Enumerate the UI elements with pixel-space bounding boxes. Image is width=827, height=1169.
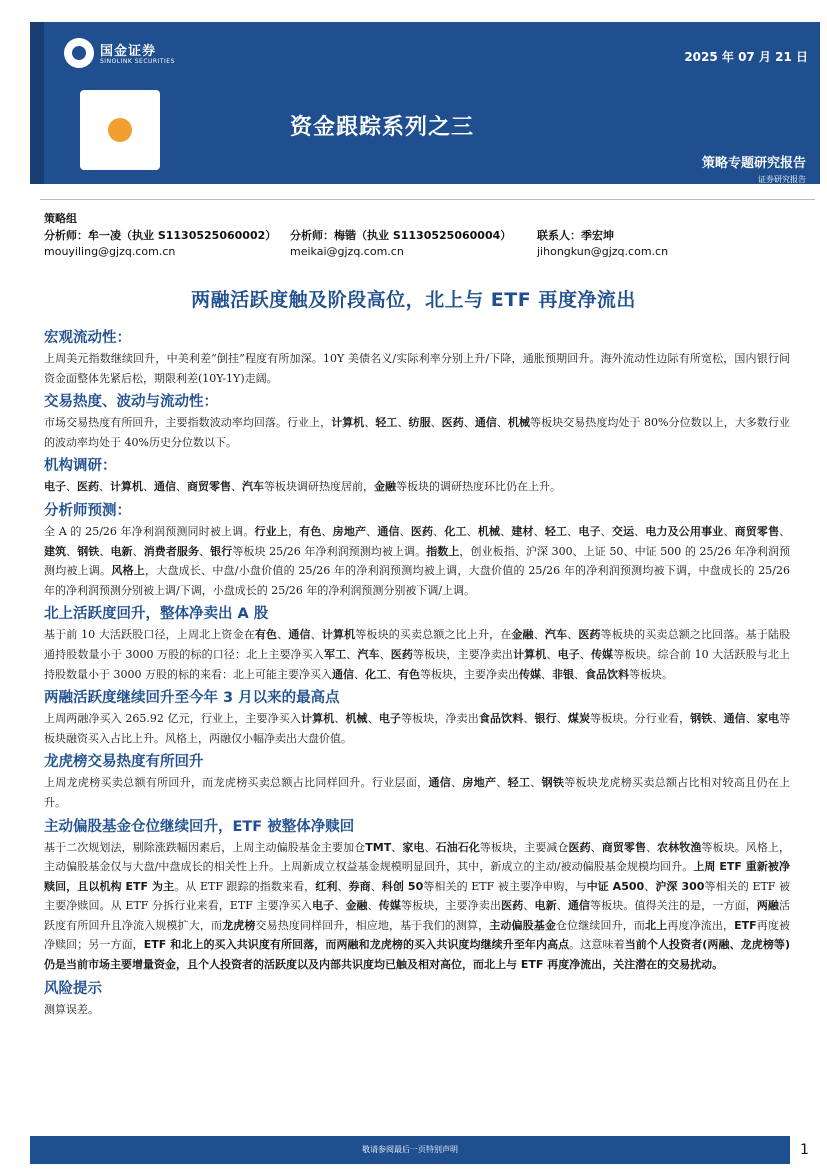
text-run: 、 xyxy=(530,776,542,790)
text-run: 上周美元指数继续回升，中美利差“倒挂”程度有所加深。10Y 美债名义/实际利率分别上升/下降，通胀预期回升。海外流动性边际有所宽松，国内银行间资金面整体先紧后松，期限利差(10Y-1Y)走阔。 xyxy=(44,352,790,385)
bold-text: 计算机 xyxy=(513,647,547,661)
bold-text: 金融 xyxy=(345,899,368,913)
text-run: 基于前 10 大活跃股口径，上周北上资金在 xyxy=(44,628,255,642)
text-run: 测算误差。 xyxy=(44,1002,99,1016)
text-run: 、 xyxy=(567,524,579,538)
bold-text: 煤炭 xyxy=(567,712,591,726)
bold-text: 指数上 xyxy=(426,544,460,558)
text-run: 再度被净赎回；另一方面， xyxy=(44,918,791,952)
bold-text: 沪深 300 xyxy=(655,879,705,893)
text-run: 上周两融净买入 265.92 亿元，行业上，主要净买入 xyxy=(44,712,301,726)
bold-text: 银行 xyxy=(210,544,233,558)
text-run: 、 xyxy=(367,712,379,726)
section-paragraph xyxy=(44,773,790,812)
analyst-1: 分析师：牟一凌（执业 S1130525060002） xyxy=(44,229,277,242)
section-title: 分析师预测： xyxy=(44,502,131,519)
bold-text: 化工 xyxy=(365,667,387,681)
section-paragraph xyxy=(44,838,790,975)
bold-text: 银行 xyxy=(534,712,557,726)
text-run: 、 xyxy=(634,524,646,538)
bold-text: 电子 xyxy=(578,524,601,538)
bold-text: 建筑 xyxy=(44,544,67,558)
text-run: 等板块，主要净卖出 xyxy=(412,647,514,661)
bold-text: 金融 xyxy=(511,628,534,642)
text-run: ， xyxy=(287,524,300,538)
bold-text: 计算机 xyxy=(331,416,365,430)
bold-text: 医药 xyxy=(77,480,99,494)
bold-text: 房地产 xyxy=(462,776,497,790)
text-run: 等板块的买卖总额之比回落。基于陆股通持股数量小于 3000 万股的标的口径：北上主要净买入 xyxy=(44,628,791,661)
bold-text: ETF xyxy=(734,918,757,932)
text-run: 等板块，主要净卖出 xyxy=(401,899,502,913)
email-2[interactable]: meikai@gjzq.com.cn xyxy=(290,245,404,258)
bold-text: 两融 xyxy=(756,899,780,913)
bold-text: 有色 xyxy=(299,524,322,538)
text-run: 、 xyxy=(387,667,398,681)
bold-text: 通信 xyxy=(723,712,746,726)
text-run: 、 xyxy=(590,840,602,854)
email-1[interactable]: mouyiling@gjzq.com.cn xyxy=(44,245,176,258)
text-run: 等板块 25/26 年净利润预测均被上调。 xyxy=(232,544,427,558)
text-run: 、 xyxy=(556,899,568,913)
text-run: 、 xyxy=(334,899,346,913)
text-run: 、 xyxy=(346,647,358,661)
bold-text: 家电 xyxy=(402,840,425,854)
text-run: 等相关的 ETF 被主要净赎回。从 ETF 分拆行业来看，ETF 主要净买入 xyxy=(44,879,791,913)
bold-text: 电子 xyxy=(312,899,335,913)
bold-text: 红利 xyxy=(315,879,338,893)
text-run: 、 xyxy=(546,647,558,661)
bold-text: 军工 xyxy=(323,647,347,661)
bold-text: 券商 xyxy=(348,879,371,893)
bold-text: 石油石化 xyxy=(435,840,480,854)
text-run: 等板块龙虎榜买卖总额占比相对较高且仍在上升。 xyxy=(44,776,791,809)
logo-icon xyxy=(64,38,94,68)
section-paragraph xyxy=(44,1000,790,1020)
bold-text: 家电 xyxy=(756,712,780,726)
bold-text: 商贸零售 xyxy=(734,524,780,538)
logo-cn: 国金证券 xyxy=(100,44,157,59)
text-run: 。从 ETF 跟踪的指数来看， xyxy=(174,879,316,893)
text-run: 、 xyxy=(99,480,110,494)
footer-notice: 敬请参阅最后一页特别声明 xyxy=(362,1145,458,1154)
bold-text: 钢铁 xyxy=(77,544,100,558)
section-title: 宏观流动性： xyxy=(44,330,131,346)
text-run: 活跃度有所回升且净流入规模扩大，而 xyxy=(44,899,791,932)
contact-person: 联系人：季宏坤 xyxy=(537,229,614,242)
bold-text: 机械 xyxy=(345,712,368,726)
text-run: 、 xyxy=(463,416,475,430)
text-run: 、 xyxy=(66,544,78,558)
text-run: 、 xyxy=(310,628,322,642)
text-run: 再度净流出， xyxy=(667,918,735,932)
bold-text: 消费者服务 xyxy=(143,544,200,558)
text-run: 、 xyxy=(231,480,242,494)
text-run: 、 xyxy=(354,667,365,681)
text-run: 、 xyxy=(523,899,535,913)
report-body xyxy=(44,327,790,1022)
bold-text: 商贸零售 xyxy=(187,480,231,494)
bold-text: 非银 xyxy=(552,667,574,681)
text-run: ，大盘成长、中盘/小盘价值的 25/26 年的净利润预测均被上调，大盘价值的 25/26 年的净利润预测均被下调，中盘成长的 25/26 年的净利润预测分别被上调/下调，小盘成长的 25/26 年的净利润预测分别被下调/上调。 xyxy=(44,564,790,597)
bold-text: 科创 50 xyxy=(381,879,424,893)
bold-text: 有色 xyxy=(398,667,420,681)
logo-en: SINOLINK SECURITIES xyxy=(100,58,175,65)
section-paragraph xyxy=(44,349,790,388)
bold-text: 当前个人投资者(两融、龙虎榜等)仍是当前市场主要增量资金，且个人投资者的活跃度以及内部共识度均已触及相对高位，而北上与 ETF 再度净流出，关注潜在的交易扰动。 xyxy=(44,938,791,972)
text-run: 等板块，净卖出 xyxy=(401,712,479,726)
page-number: 1 xyxy=(800,1142,809,1158)
text-run: 上周龙虎榜买卖总额有所回升，而龙虎榜买卖总额占比同样回升。行业层面， xyxy=(44,776,429,790)
bold-text: 钢铁 xyxy=(690,712,713,726)
text-run: 、 xyxy=(533,524,545,538)
bold-text: 通信 xyxy=(154,480,176,494)
bold-text: 商贸零售 xyxy=(601,840,647,854)
bold-text: 电新 xyxy=(110,544,133,558)
bold-text: 化工 xyxy=(444,524,467,538)
bold-text: 医药 xyxy=(578,628,601,642)
bold-text: 交运 xyxy=(611,524,635,538)
text-run: 、 xyxy=(430,416,442,430)
text-run: 、 xyxy=(337,879,349,893)
bold-text: 房地产 xyxy=(332,524,367,538)
bold-text: 行业上 xyxy=(254,524,288,538)
text-run: 、 xyxy=(496,776,508,790)
text-run: 、 xyxy=(433,524,445,538)
bold-text: 汽车 xyxy=(242,480,264,494)
text-run: 、 xyxy=(496,416,508,430)
bold-text: 电子 xyxy=(44,480,66,494)
text-run: 、 xyxy=(779,524,791,538)
text-run: 、 xyxy=(600,524,612,538)
text-run: 、 xyxy=(500,524,512,538)
text-run: 等板块。综合前 10 大活跃股与北上持股数量小于 3000 万股的标的来看：北上可能主要净买入 xyxy=(44,647,791,681)
analyst-row xyxy=(44,227,804,243)
bold-text: 医药 xyxy=(568,840,591,854)
bold-text: 传媒 xyxy=(590,647,614,661)
cover-banner xyxy=(30,22,820,184)
text-run: 、 xyxy=(579,647,591,661)
text-run: 等板块。分行业看， xyxy=(590,712,691,726)
text-run: 、 xyxy=(399,524,411,538)
bold-text: 风格上 xyxy=(111,564,145,578)
text-run: 。这意味着 xyxy=(569,938,625,952)
bold-text: 食品饮料 xyxy=(478,712,524,726)
text-run: 、 xyxy=(745,712,757,726)
text-run: 、 xyxy=(99,544,111,558)
section-paragraph xyxy=(44,413,790,452)
series-title: 资金跟踪系列之三 xyxy=(290,115,475,140)
bold-text: 医药 xyxy=(410,524,434,538)
text-run: 、 xyxy=(379,647,391,661)
text-run: 等板块。值得关注的是，一方面， xyxy=(590,899,757,913)
text-run: 、 xyxy=(397,416,409,430)
text-run: 基于二次规划法，剔除涨跌幅因素后，上周主动偏股基金主要加仓 xyxy=(44,840,366,854)
footer-bar xyxy=(30,1136,790,1164)
text-run: 、 xyxy=(277,628,289,642)
text-run: 等相关的 ETF 被主要净申购，与 xyxy=(423,879,587,893)
bold-text: 轻工 xyxy=(507,776,531,790)
bold-text: 主动偏股基金 xyxy=(489,918,556,932)
email-3[interactable]: jihongkun@gjzq.com.cn xyxy=(537,245,669,258)
text-run: 、 xyxy=(364,416,376,430)
text-run: 、 xyxy=(574,667,585,681)
text-run: 、 xyxy=(334,712,346,726)
bold-text: 电子 xyxy=(378,712,402,726)
banner-stripe xyxy=(30,22,44,184)
text-run: 等板块。风格上，主动偏股基金仅与大盘/中盘成长的相关性上升。上周新成立权益基金规模明显回升，其中，新成立的主动/被动偏股基金规模均回升。 xyxy=(44,840,791,874)
qr-logo-icon xyxy=(108,118,132,142)
bold-text: 通信 xyxy=(332,667,354,681)
bold-text: ETF 和北上的买入共识度有所回落，而两融和龙虎榜的买入共识度均继续升至年内高点 xyxy=(143,938,570,952)
company-logo xyxy=(64,38,204,82)
bold-text: 机械 xyxy=(507,416,531,430)
bold-text: 轻工 xyxy=(375,416,398,430)
bold-text: 有色 xyxy=(254,628,278,642)
bold-text: 计算机 xyxy=(110,480,143,494)
text-run: 、 xyxy=(424,840,436,854)
section-title: 交易热度、波动与流动性： xyxy=(44,394,218,411)
text-run: 等板块，主要净卖出 xyxy=(420,667,519,681)
text-run: 全 A 的 25/26 年净利润预测同时被上调。 xyxy=(44,524,255,538)
text-run: 、 xyxy=(176,480,187,494)
author-group: 策略组 xyxy=(44,212,77,225)
report-subtype: 证券研究报告 xyxy=(758,175,806,184)
text-run: 等板块。 xyxy=(629,667,673,681)
bold-text: 传媒 xyxy=(378,899,402,913)
section-paragraph xyxy=(44,522,790,600)
bold-text: 通信 xyxy=(428,776,452,790)
bold-text: 钢铁 xyxy=(541,776,565,790)
bold-text: 医药 xyxy=(441,416,464,430)
bold-text: 农林牧渔 xyxy=(657,840,702,854)
bold-text: 汽车 xyxy=(357,647,380,661)
bold-text: 机械 xyxy=(477,524,501,538)
text-run: 、 xyxy=(723,524,735,538)
bold-text: 通信 xyxy=(567,899,591,913)
email-row xyxy=(44,245,804,258)
text-run: 、 xyxy=(367,899,379,913)
text-run: 等板块调研热度居前， xyxy=(264,480,374,494)
bold-text: 北上 xyxy=(645,918,668,932)
text-run: 、 xyxy=(541,667,552,681)
report-headline: 两融活跃度触及阶段高位，北上与 ETF 再度净流出 xyxy=(191,289,636,311)
bold-text: 中证 A500 xyxy=(586,879,645,893)
text-run: 、 xyxy=(646,840,658,854)
text-run: 、 xyxy=(370,879,382,893)
text-run: 仓位继续回升，而 xyxy=(556,918,646,932)
bold-text: 通信 xyxy=(377,524,400,538)
bold-text: 纺服 xyxy=(408,416,431,430)
text-run: 等板块融资买入占比上升。风格上，两融仅小幅净卖出大盘价值。 xyxy=(44,712,791,745)
bold-text: 医药 xyxy=(390,647,413,661)
text-run: 、 xyxy=(366,524,378,538)
bold-text: 汽车 xyxy=(544,628,568,642)
bold-text: 电力及公用事业 xyxy=(645,524,724,538)
bold-text: 通信 xyxy=(474,416,497,430)
text-run: 、 xyxy=(556,712,568,726)
text-run: 、 xyxy=(644,879,656,893)
section-title: 龙虎榜交易热度有所回升 xyxy=(44,754,204,771)
section-paragraph xyxy=(44,709,790,748)
text-run: 等板块的调研热度环比仍在上升。 xyxy=(396,480,561,494)
text-run: 、 xyxy=(391,840,403,854)
bold-text: 龙虎榜 xyxy=(222,918,256,932)
section-title: 机构调研： xyxy=(44,458,117,475)
section-paragraph xyxy=(44,477,790,497)
bold-text: 电新 xyxy=(534,899,557,913)
text-run: 、 xyxy=(132,544,144,558)
text-run: 、 xyxy=(567,628,579,642)
text-run: 等板块，主要减仓 xyxy=(479,840,569,854)
text-run: 、 xyxy=(321,524,333,538)
text-run: 、 xyxy=(451,776,463,790)
bold-text: 计算机 xyxy=(321,628,356,642)
section-title: 两融活跃度继续回升至今年 3 月以来的最高点 xyxy=(44,690,340,707)
bold-text: 建材 xyxy=(511,524,534,538)
qr-code-icon xyxy=(80,90,160,170)
text-run: 、 xyxy=(143,480,154,494)
text-run: 等板块交易热度均处于 80%分位数以上，大多数行业的波动率均处于 40%历史分位数以下。 xyxy=(44,416,791,449)
bold-text: 上周 ETF 重新被净赎回，且以机构 ETF 为主 xyxy=(44,860,790,893)
text-run: 市场交易热度有所回升，主要指数波动率均回落。行业上， xyxy=(44,416,332,430)
text-run: 、 xyxy=(66,480,77,494)
text-run: 等板块的买卖总额之比上升，在 xyxy=(355,628,512,642)
text-run: 交易热度同样回升，相应地，基于我们的测算， xyxy=(255,918,490,932)
header-divider xyxy=(40,199,815,200)
bold-text: 传媒 xyxy=(519,667,541,681)
text-run: 、 xyxy=(712,712,724,726)
report-date: 2025 年 07 月 21 日 xyxy=(684,50,808,64)
text-run: 、 xyxy=(199,544,211,558)
section-title: 风险提示 xyxy=(44,980,102,997)
report-type: 策略专题研究报告 xyxy=(701,156,806,171)
bold-text: 电子 xyxy=(557,647,580,661)
text-run: 、 xyxy=(533,628,545,642)
bold-text: 轻工 xyxy=(544,524,568,538)
bold-text: 通信 xyxy=(288,628,311,642)
analyst-2: 分析师：梅锴（执业 S1130525060004） xyxy=(290,229,512,242)
text-run: ，创业板指、沪深 300、上证 50、中证 500 的 25/26 年净利润预测均被上调。 xyxy=(44,544,791,578)
bold-text: TMT xyxy=(365,840,392,854)
section-title: 北上活跃度回升，整体净卖出 A 股 xyxy=(44,606,269,623)
bold-text: 计算机 xyxy=(300,712,335,726)
bold-text: 食品饮料 xyxy=(585,667,629,681)
section-paragraph xyxy=(44,625,790,684)
text-run: 、 xyxy=(466,524,478,538)
bold-text: 金融 xyxy=(374,480,396,494)
section-title: 主动偏股基金仓位继续回升，ETF 被整体净赎回 xyxy=(44,818,355,835)
bold-text: 医药 xyxy=(501,899,524,913)
text-run: 、 xyxy=(523,712,535,726)
